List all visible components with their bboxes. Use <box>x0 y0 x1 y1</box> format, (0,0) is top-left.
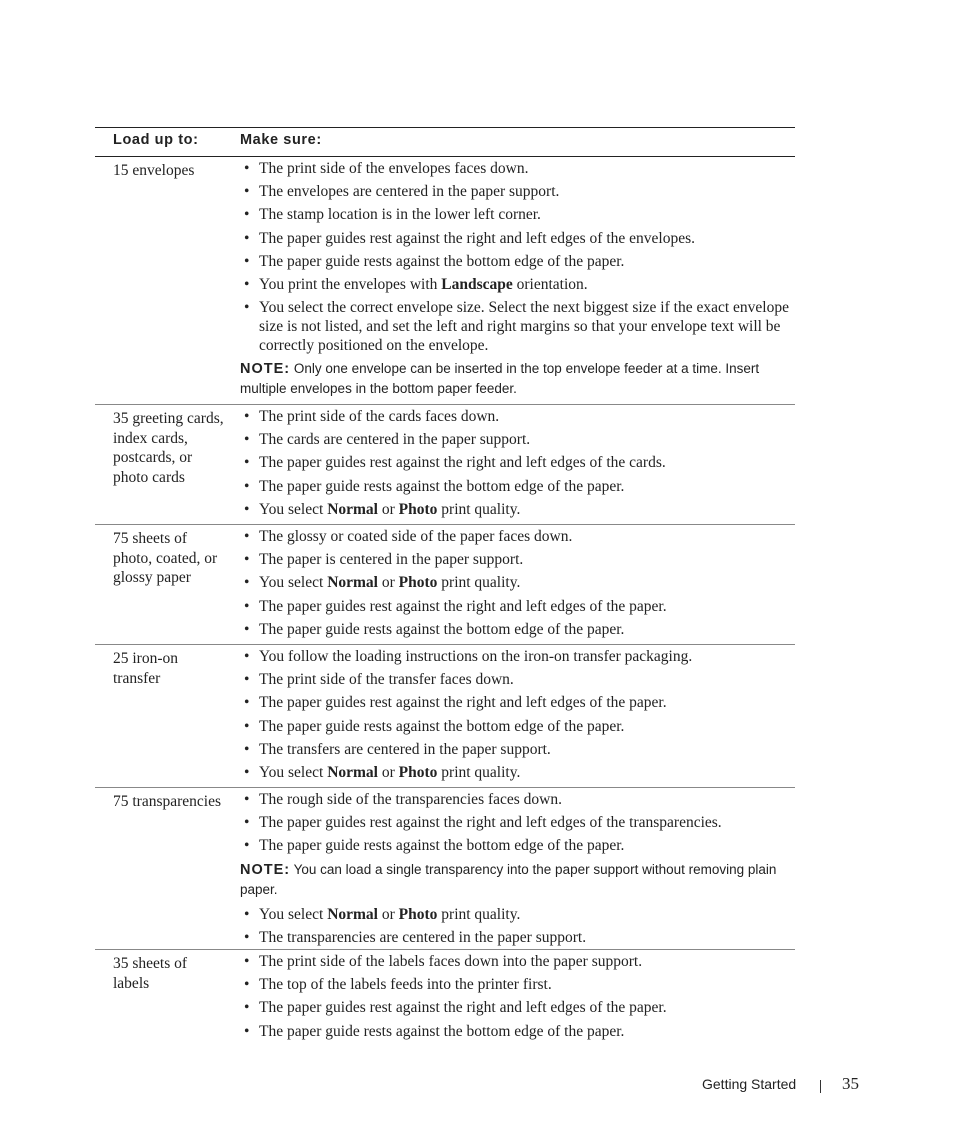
note-label: NOTE: <box>240 361 291 378</box>
bullet-item: • The glossy or coated side of the paper faces down. <box>240 527 795 546</box>
table-row <box>95 525 795 645</box>
bullet-item: • The paper guides rest against the right and left edges of the envelopes. <box>240 229 795 248</box>
note-text: You can load a single transparency into the paper support without removing plain paper. <box>240 861 777 897</box>
bullet-item: • The paper guide rests against the bottom edge of the paper. <box>240 836 795 855</box>
bullet-item: • You select Normal or Photo print quality. <box>240 500 795 519</box>
bullet-item: • The paper guide rests against the bottom edge of the paper. <box>240 620 795 639</box>
note-label: NOTE: <box>240 861 291 878</box>
bullet-item: • The transfers are centered in the paper support. <box>240 740 795 759</box>
bullet-item: • You follow the loading instructions on the iron-on transfer packaging. <box>240 647 795 666</box>
load-cell: 35 greeting cards, index cards, postcards, or photo cards <box>113 410 224 487</box>
bullet-item: • The paper guide rests against the bottom edge of the paper. <box>240 1022 795 1041</box>
bullet-item: • The paper guides rest against the right and left edges of the paper. <box>240 998 795 1017</box>
table-row <box>95 788 795 950</box>
table-row <box>95 405 795 525</box>
make-sure-cell <box>240 527 795 643</box>
make-sure-cell <box>240 159 795 404</box>
load-cell: 35 sheets of labels <box>113 955 188 992</box>
table-header <box>95 127 795 157</box>
footer-section-title: Getting Started <box>702 1076 797 1092</box>
bullet-item: • You select Normal or Photo print quality. <box>240 573 795 592</box>
loading-table <box>95 127 795 1050</box>
note <box>240 860 795 900</box>
bullet-item: • The print side of the transfer faces down. <box>240 670 795 689</box>
bullet-item: • The print side of the cards faces down. <box>240 407 795 426</box>
table-row <box>95 157 795 405</box>
bullet-item: • The cards are centered in the paper support. <box>240 430 795 449</box>
load-cell: 25 iron-on transfer <box>113 650 179 687</box>
page-number: 35 <box>842 1074 859 1093</box>
bullet-item: • The print side of the labels faces down into the paper support. <box>240 952 795 971</box>
load-cell: 75 transparencies <box>113 793 222 810</box>
table-row <box>95 645 795 788</box>
bullet-item: • You print the envelopes with Landscape orientation. <box>240 275 795 294</box>
header-make-sure: Make sure: <box>240 132 322 148</box>
load-cell: 75 sheets of photo, coated, or glossy paper <box>113 530 218 587</box>
bullet-item: • The paper guide rests against the bottom edge of the paper. <box>240 252 795 271</box>
bullet-item: • The rough side of the transparencies faces down. <box>240 790 795 809</box>
bullet-item: • The envelopes are centered in the paper support. <box>240 182 795 201</box>
header-load-up-to: Load up to: <box>113 132 199 148</box>
make-sure-cell <box>240 407 795 523</box>
bullet-item: • You select the correct envelope size. Select the next biggest size if the exact envelope size is not listed, and set the left and right margins so that your envelope text will be correctly positioned on the envelope. <box>240 298 795 355</box>
bullet-item: • The transparencies are centered in the paper support. <box>240 928 795 947</box>
bullet-item: • The paper is centered in the paper support. <box>240 550 795 569</box>
bullet-item: • The top of the labels feeds into the printer first. <box>240 975 795 994</box>
bullet-item: • The paper guides rest against the right and left edges of the cards. <box>240 453 795 472</box>
bullet-item: • The paper guide rests against the bottom edge of the paper. <box>240 477 795 496</box>
bullet-item: • The stamp location is in the lower left corner. <box>240 205 795 224</box>
make-sure-cell <box>240 790 795 951</box>
make-sure-cell <box>240 952 795 1045</box>
bullet-item: • The paper guides rest against the right and left edges of the transparencies. <box>240 813 795 832</box>
bullet-item: • You select Normal or Photo print quality. <box>240 763 795 782</box>
make-sure-cell <box>240 647 795 786</box>
note <box>240 359 795 399</box>
bullet-item: • The paper guides rest against the right and left edges of the paper. <box>240 597 795 616</box>
note-text: Only one envelope can be inserted in the top envelope feeder at a time. Insert multiple envelopes in the bottom paper feeder. <box>240 361 760 397</box>
load-cell: 15 envelopes <box>113 162 195 179</box>
bullet-item: • The paper guides rest against the right and left edges of the paper. <box>240 693 795 712</box>
bullet-item: • You select Normal or Photo print quality. <box>240 905 795 924</box>
table-row <box>95 950 795 1050</box>
bullet-item: • The paper guide rests against the bottom edge of the paper. <box>240 717 795 736</box>
bullet-item: • The print side of the envelopes faces down. <box>240 159 795 178</box>
footer-divider <box>820 1080 821 1093</box>
